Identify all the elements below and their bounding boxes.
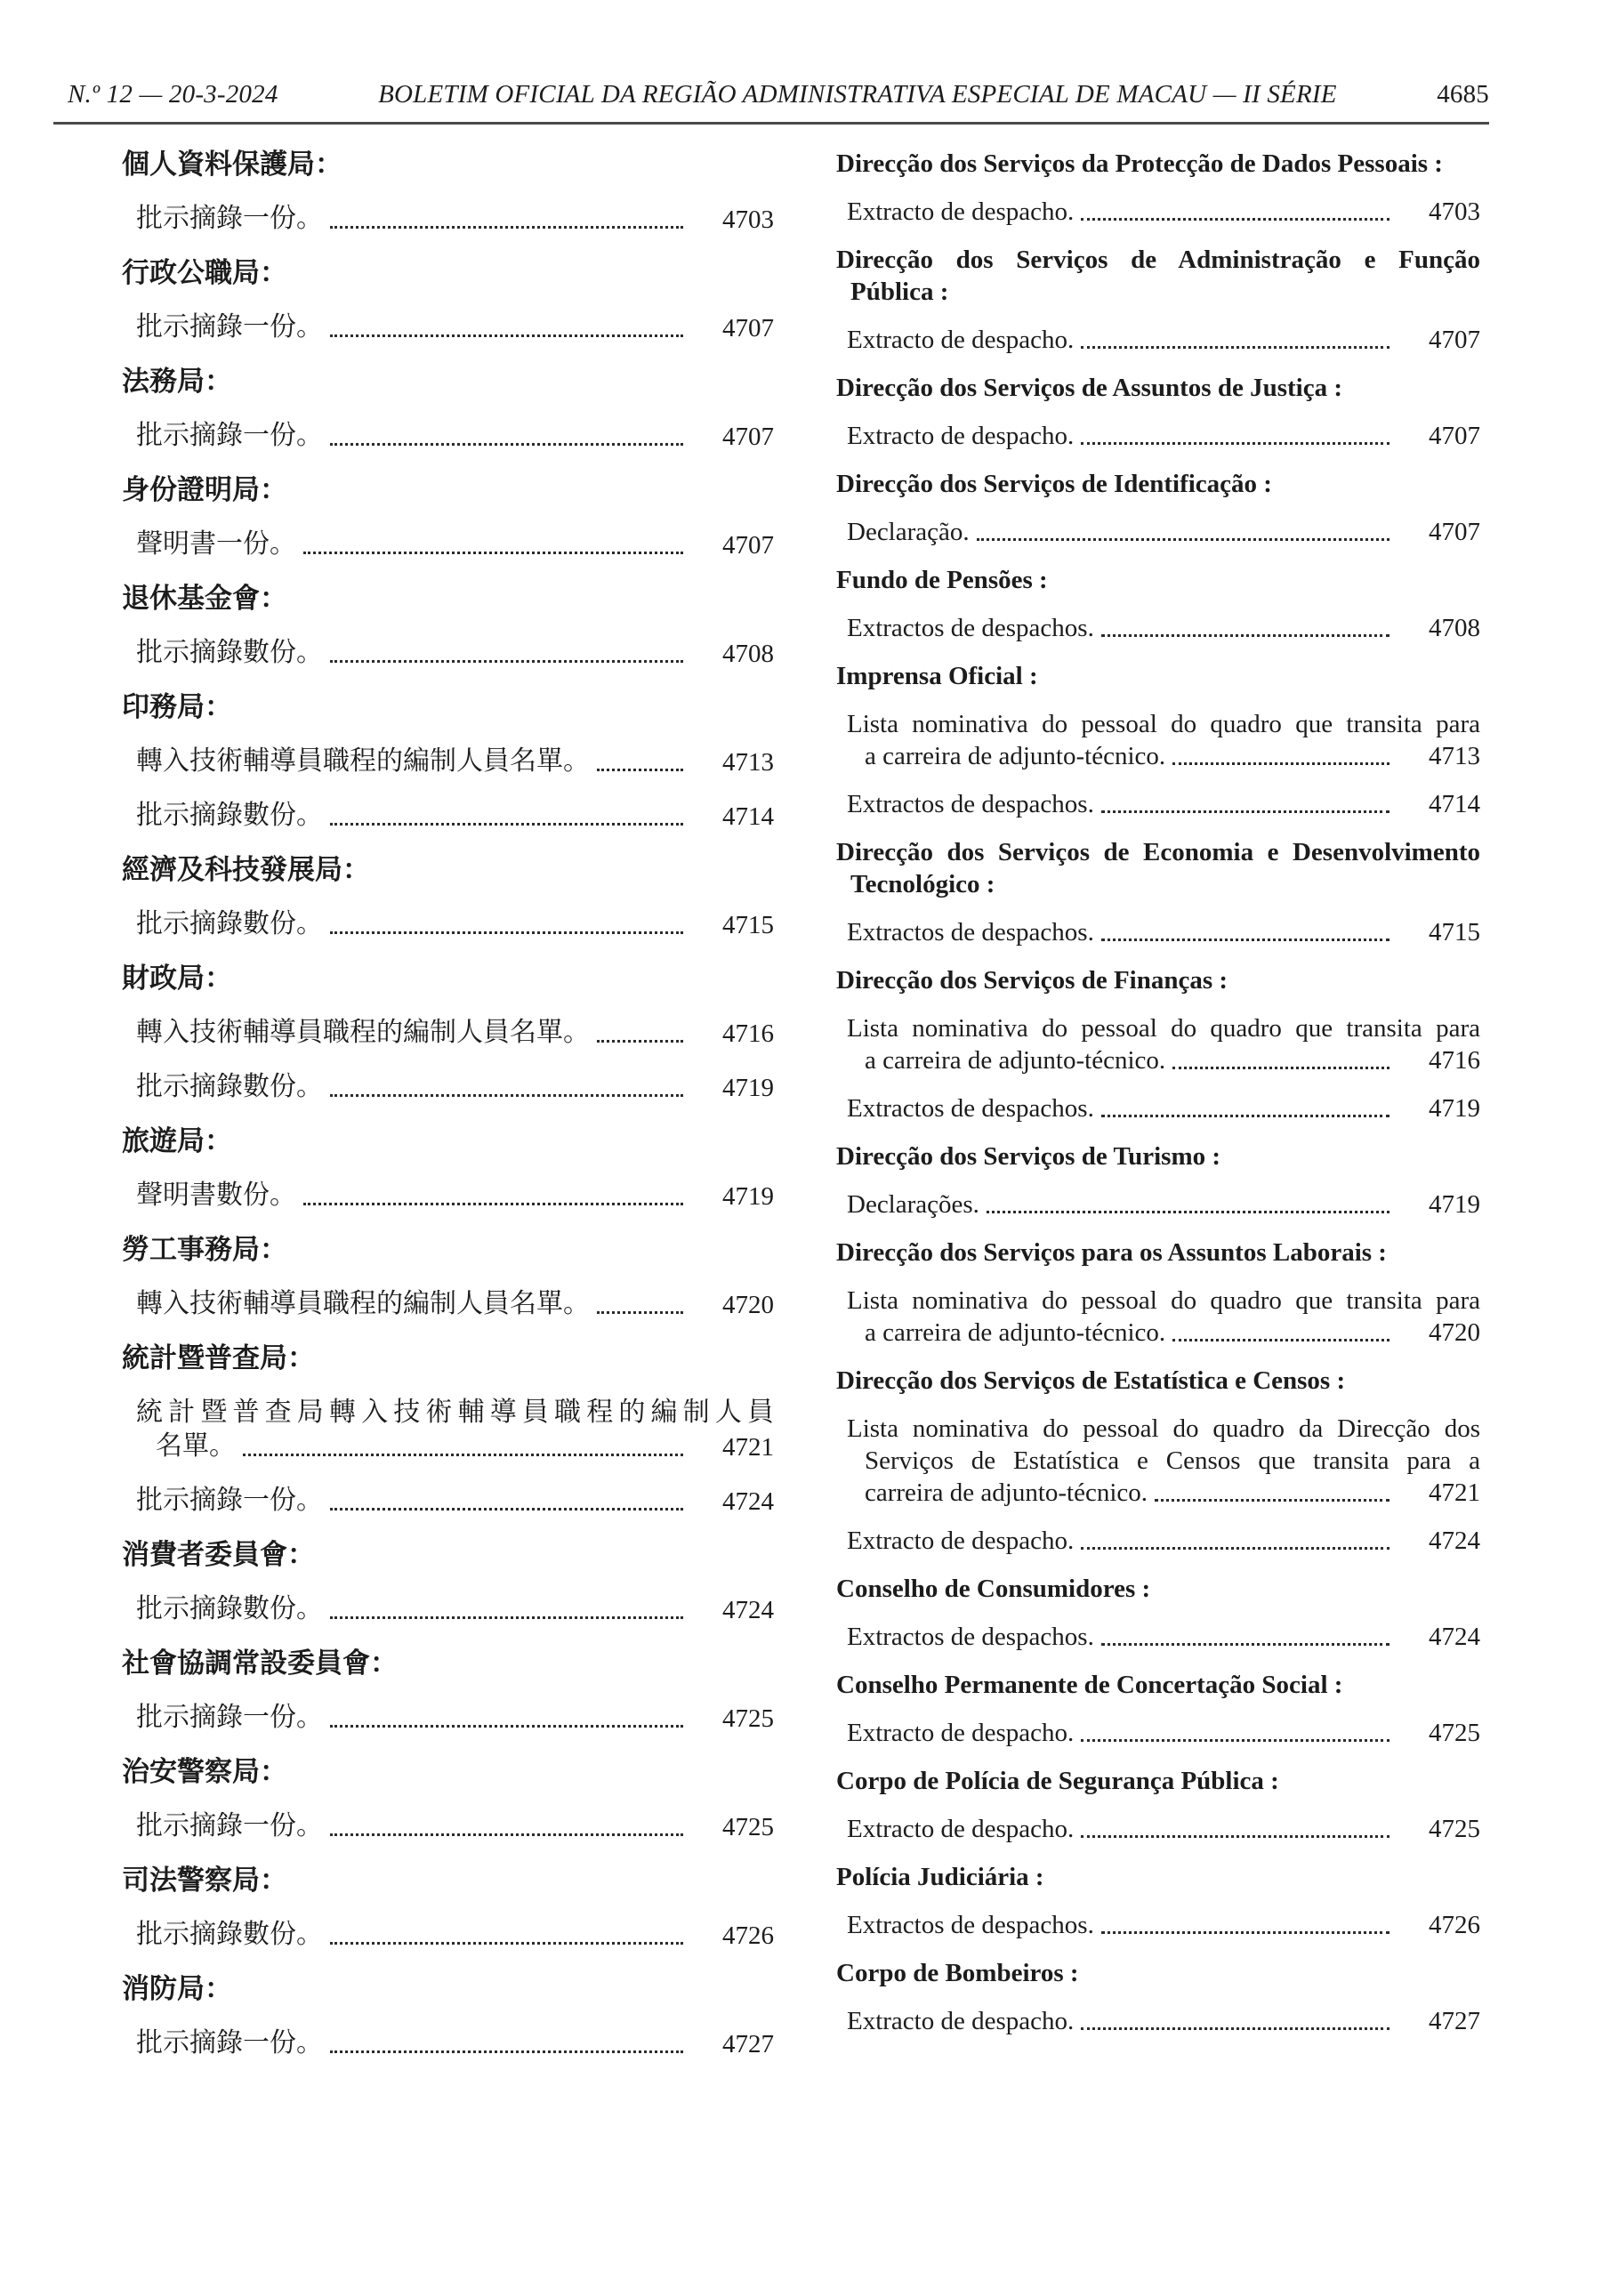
entry-text: 聲明書數份。	[136, 1180, 296, 1210]
dot-leader	[1155, 1499, 1389, 1502]
entry-page-number: 4703	[1429, 197, 1480, 226]
entry-page-number: 4719	[722, 1074, 774, 1102]
header-issue-number: N.º 12 — 20-3-2024	[68, 80, 278, 109]
entry-page-number: 4721	[722, 1433, 774, 1462]
entry-text: Extracto de despacho.	[847, 1719, 1075, 1747]
entry-last-line	[122, 1016, 774, 1050]
entry-text: Extractos de despachos.	[847, 1911, 1094, 1939]
toc-entry	[836, 1413, 1480, 1509]
entry-page-number: 4707	[722, 314, 774, 342]
entry-page-number: 4725	[722, 1704, 774, 1733]
entry-last-line	[122, 202, 774, 236]
section-heading-line: 身份證明局：	[122, 474, 287, 505]
toc-entry	[836, 1285, 1480, 1349]
entry-last-line	[836, 420, 1480, 452]
entry-text: 批示摘錄數份。	[136, 1072, 323, 1101]
entry-page-number: 4713	[1429, 742, 1480, 770]
section-heading-line: Polícia Judiciária :	[836, 1863, 1044, 1891]
section-heading	[836, 1573, 1480, 1605]
entry-last-line	[836, 1525, 1480, 1557]
section-heading	[122, 1341, 774, 1375]
section-heading-line: Corpo de Polícia de Segurança Pública :	[836, 1767, 1279, 1795]
entry-text: 批示摘錄一份。	[136, 2028, 323, 2058]
section-heading	[836, 244, 1480, 308]
section-heading	[836, 836, 1480, 900]
section-heading	[836, 964, 1480, 996]
entry-text: Extracto de despacho.	[847, 422, 1075, 450]
header-rule	[53, 122, 1489, 125]
dot-leader	[1081, 1739, 1389, 1742]
toc-entry	[122, 636, 774, 670]
entry-last-line	[122, 1592, 774, 1626]
entry-text: Extracto de despacho.	[847, 1815, 1075, 1843]
toc-entry	[836, 1621, 1480, 1653]
dot-leader	[597, 1311, 683, 1314]
entry-text: 批示摘錄數份。	[136, 1594, 323, 1623]
entry-page-number: 4724	[722, 1487, 774, 1516]
entry-last-line	[122, 310, 774, 344]
entry-page-number: 4724	[722, 1596, 774, 1624]
toc-entry	[122, 1179, 774, 1212]
entry-last-line	[836, 1717, 1480, 1749]
entry-text: 批示摘錄一份。	[136, 1486, 323, 1515]
dot-leader	[330, 1833, 683, 1836]
toc-entry	[836, 516, 1480, 548]
entry-text: Extracto de despacho.	[847, 1527, 1075, 1555]
entry-text: Extractos de despachos.	[847, 790, 1094, 818]
entry-last-line	[836, 1621, 1480, 1653]
section-heading-line: 經濟及科技發展局：	[122, 854, 370, 885]
entry-page-number: 4715	[1429, 918, 1480, 947]
section-heading-line: 印務局：	[122, 691, 232, 722]
dot-leader	[597, 1040, 683, 1043]
section-heading-line: Direcção dos Serviços para os Assuntos Laborais :	[836, 1238, 1387, 1267]
toc-entry	[836, 916, 1480, 948]
section-heading-line: Direcção dos Serviços de Finanças :	[836, 966, 1228, 995]
section-heading-line: 勞工事務局：	[122, 1234, 287, 1265]
toc-entry	[836, 1188, 1480, 1221]
entry-last-line	[122, 1070, 774, 1104]
section-heading-line: Direcção dos Serviços de Identificação :	[836, 470, 1272, 498]
entry-page-number: 4725	[1429, 1815, 1480, 1843]
entry-last-line	[836, 196, 1480, 228]
entry-page-number: 4724	[1429, 1623, 1480, 1651]
dot-leader	[987, 1211, 1389, 1213]
entry-text: a carreira de adjunto-técnico.	[865, 742, 1166, 770]
entry-text: Declarações.	[847, 1190, 979, 1219]
dot-leader	[1081, 1835, 1389, 1838]
toc-entry	[836, 708, 1480, 772]
entry-last-line	[836, 1813, 1480, 1845]
section-heading-line: Conselho de Consumidores :	[836, 1575, 1151, 1603]
entry-page-number: 4714	[1429, 790, 1480, 818]
entry-last-line	[836, 1317, 1480, 1349]
section-heading-line: 消防局：	[122, 1973, 232, 2004]
entry-last-line	[122, 1287, 774, 1321]
section-heading-line: 法務局：	[122, 366, 232, 397]
entry-last-line	[122, 1430, 774, 1463]
section-heading	[122, 690, 774, 724]
dot-leader	[330, 334, 683, 337]
section-heading-line: Corpo de Bombeiros :	[836, 1959, 1079, 1987]
toc-entry	[122, 799, 774, 833]
entry-last-line	[836, 1092, 1480, 1124]
section-heading-line: 社會協調常設委員會：	[122, 1647, 398, 1679]
entry-text: 轉入技術輔導員職程的編制人員名單。	[136, 1018, 590, 1047]
page-header	[68, 80, 1489, 109]
toc-entry	[122, 1701, 774, 1735]
section-heading	[122, 1233, 774, 1267]
dot-leader	[303, 552, 683, 554]
dot-leader	[597, 769, 683, 771]
entry-last-line	[122, 1484, 774, 1518]
toc-entry	[836, 196, 1480, 228]
entry-text: Extractos de despachos.	[847, 1623, 1094, 1651]
section-heading	[836, 1957, 1480, 1989]
entry-page-number: 4715	[722, 911, 774, 939]
entry-last-line	[836, 788, 1480, 820]
entry-last-line	[122, 528, 774, 561]
toc-entry	[122, 907, 774, 941]
entry-page-number: 4725	[722, 1813, 774, 1841]
entry-last-line	[122, 907, 774, 941]
section-heading	[122, 1972, 774, 2006]
dot-leader	[330, 2050, 683, 2053]
entry-text: 聲明書一份。	[136, 529, 296, 559]
section-heading-line: 財政局：	[122, 963, 232, 994]
entry-text: 名單。	[156, 1431, 236, 1461]
toc-entry	[122, 528, 774, 561]
entry-last-line	[836, 2005, 1480, 2037]
entry-last-line	[122, 745, 774, 778]
section-heading	[122, 1864, 774, 1897]
toc-entry	[122, 1592, 774, 1626]
dot-leader	[330, 1616, 683, 1619]
entry-page-number: 4703	[722, 205, 774, 234]
section-heading	[836, 1237, 1480, 1269]
entry-page-number: 4727	[722, 2030, 774, 2058]
dot-leader	[1081, 2027, 1389, 2030]
section-heading	[122, 1538, 774, 1572]
section-heading-line: Fundo de Pensões :	[836, 566, 1048, 594]
entry-page-number: 4716	[1429, 1046, 1480, 1075]
dot-leader	[1101, 1115, 1389, 1117]
dot-leader	[1172, 1339, 1389, 1341]
entry-text: 批示摘錄數份。	[136, 1920, 323, 1949]
entry-page-number: 4726	[722, 1921, 774, 1950]
section-heading-line: Tecnológico :	[850, 870, 995, 898]
dot-leader	[1081, 346, 1389, 349]
header-page-number: 4685	[1437, 80, 1489, 109]
entry-text: 批示摘錄一份。	[136, 204, 323, 233]
section-heading	[836, 468, 1480, 500]
entry-text: a carreira de adjunto-técnico.	[865, 1046, 1166, 1075]
toc-entry	[836, 1813, 1480, 1845]
dot-leader	[330, 226, 683, 229]
section-heading	[836, 1861, 1480, 1893]
entry-last-line	[836, 612, 1480, 644]
dot-leader	[330, 823, 683, 826]
dot-leader	[330, 443, 683, 446]
toc-entry	[122, 1396, 774, 1463]
toc-column-right	[836, 148, 1480, 2037]
dot-leader	[1101, 810, 1389, 813]
section-heading	[122, 853, 774, 887]
section-heading	[122, 582, 774, 616]
entry-page-number: 4714	[722, 802, 774, 831]
section-heading-line: Direcção dos Serviços de Turismo :	[836, 1142, 1221, 1171]
dot-leader	[243, 1454, 683, 1456]
section-heading	[836, 660, 1480, 692]
section-heading	[836, 372, 1480, 404]
entry-text: Extractos de despachos.	[847, 614, 1094, 642]
entry-last-line	[122, 1809, 774, 1843]
dot-leader	[1172, 1067, 1389, 1069]
entry-page-number: 4708	[1429, 614, 1480, 642]
dot-leader	[1101, 634, 1389, 637]
entry-last-line	[122, 799, 774, 833]
entry-page-number: 4708	[722, 640, 774, 668]
toc-entry	[836, 1909, 1480, 1941]
dot-leader	[330, 1942, 683, 1945]
entry-page-number: 4719	[1429, 1094, 1480, 1123]
section-heading	[122, 473, 774, 507]
toc-entry	[836, 324, 1480, 356]
section-heading	[836, 148, 1480, 180]
entry-text: 批示摘錄數份。	[136, 638, 323, 667]
entry-page-number: 4725	[1429, 1719, 1480, 1747]
entry-page-number: 4726	[1429, 1911, 1480, 1939]
entry-text-line: Lista nominativa do pessoal do quadro que transita para	[847, 710, 1480, 738]
toc-entry	[122, 419, 774, 453]
entry-text: 轉入技術輔導員職程的編制人員名單。	[136, 1289, 590, 1318]
toc-entry	[836, 1717, 1480, 1749]
entry-text: 批示摘錄數份。	[136, 909, 323, 939]
entry-page-number: 4720	[1429, 1318, 1480, 1347]
entry-text-line: Lista nominativa do pessoal do quadro da Direcção dos	[847, 1414, 1480, 1443]
entry-page-number: 4707	[1429, 422, 1480, 450]
entry-page-number: 4727	[1429, 2007, 1480, 2035]
section-heading	[836, 1140, 1480, 1172]
section-heading	[836, 1765, 1480, 1797]
section-heading	[836, 1669, 1480, 1701]
dot-leader	[303, 1203, 683, 1205]
section-heading	[836, 564, 1480, 596]
entry-text: carreira de adjunto-técnico.	[865, 1478, 1148, 1507]
section-heading	[122, 365, 774, 399]
entry-page-number: 4707	[722, 423, 774, 451]
toc-entry	[122, 202, 774, 236]
dot-leader	[1101, 939, 1389, 941]
section-heading	[836, 1365, 1480, 1397]
entry-last-line	[122, 1701, 774, 1735]
toc-entry	[836, 1092, 1480, 1124]
dot-leader	[330, 660, 683, 663]
section-heading-line: 司法警察局：	[122, 1865, 287, 1896]
section-heading	[122, 1124, 774, 1158]
entry-text: Extractos de despachos.	[847, 918, 1094, 947]
section-heading	[122, 962, 774, 995]
dot-leader	[330, 931, 683, 934]
entry-last-line	[836, 1188, 1480, 1221]
entry-text: Extracto de despacho.	[847, 197, 1075, 226]
toc-entry	[122, 1918, 774, 1952]
toc-entry	[836, 420, 1480, 452]
toc-entry	[122, 1016, 774, 1050]
section-heading-line: Direcção dos Serviços de Economia e Desenvolvimento	[836, 838, 1480, 866]
entry-text-line: Serviços de Estatística e Censos que transita para a	[865, 1446, 1480, 1475]
toc-entry	[122, 1287, 774, 1321]
section-heading	[122, 256, 774, 290]
toc-column-left	[122, 148, 774, 2060]
entry-last-line	[122, 636, 774, 670]
dot-leader	[1081, 442, 1389, 445]
toc-entry	[122, 745, 774, 778]
entry-page-number: 4720	[722, 1291, 774, 1319]
toc-entry	[836, 2005, 1480, 2037]
entry-text: 批示摘錄一份。	[136, 1811, 323, 1841]
toc-entry	[122, 310, 774, 344]
entry-last-line	[836, 516, 1480, 548]
entry-page-number: 4721	[1429, 1478, 1480, 1507]
toc-entry	[836, 612, 1480, 644]
entry-text: a carreira de adjunto-técnico.	[865, 1318, 1166, 1347]
section-heading-line: 消費者委員會：	[122, 1539, 315, 1570]
entry-text-line: 統計暨普查局轉入技術輔導員職程的編制人員	[136, 1398, 774, 1427]
section-heading-line: Direcção dos Serviços de Estatística e Censos :	[836, 1366, 1346, 1395]
section-heading-line: 統計暨普查局：	[122, 1342, 315, 1374]
entry-last-line	[836, 740, 1480, 772]
header-title: BOLETIM OFICIAL DA REGIÃO ADMINISTRATIVA ESPECIAL DE MACAU — II SÉRIE	[378, 80, 1337, 109]
section-heading-line: 退休基金會：	[122, 583, 287, 614]
dot-leader	[1101, 1931, 1389, 1934]
toc-entry	[122, 1809, 774, 1843]
entry-text: Extracto de despacho.	[847, 2007, 1075, 2035]
dot-leader	[330, 1725, 683, 1728]
entry-text: Extractos de despachos.	[847, 1094, 1094, 1123]
dot-leader	[1081, 218, 1389, 221]
section-heading-line: Direcção dos Serviços de Assuntos de Justiça :	[836, 374, 1342, 402]
toc-entry	[836, 1012, 1480, 1076]
toc-entry	[122, 1070, 774, 1104]
entry-last-line	[122, 1179, 774, 1212]
section-heading-line: 行政公職局：	[122, 257, 287, 288]
section-heading-line: Imprensa Oficial :	[836, 662, 1038, 690]
section-heading	[122, 1647, 774, 1680]
entry-last-line	[836, 1909, 1480, 1941]
dot-leader	[1172, 762, 1389, 765]
entry-text: Declaração.	[847, 518, 970, 546]
entry-last-line	[836, 1044, 1480, 1076]
entry-text: 批示摘錄一份。	[136, 421, 323, 450]
entry-last-line	[122, 1918, 774, 1952]
section-heading-line: Conselho Permanente de Concertação Social :	[836, 1671, 1343, 1699]
entry-last-line	[122, 2026, 774, 2060]
toc-entry	[122, 1484, 774, 1518]
toc-entry	[122, 2026, 774, 2060]
section-heading-line: 旅遊局：	[122, 1125, 232, 1156]
entry-page-number: 4707	[1429, 326, 1480, 354]
entry-text: 批示摘錄數份。	[136, 801, 323, 830]
entry-text-line: Lista nominativa do pessoal do quadro que transita para	[847, 1286, 1480, 1315]
toc-entry	[836, 788, 1480, 820]
entry-page-number: 4716	[722, 1019, 774, 1048]
entry-text: 轉入技術輔導員職程的編制人員名單。	[136, 746, 590, 776]
entry-page-number: 4719	[1429, 1190, 1480, 1219]
toc-entry	[836, 1525, 1480, 1557]
entry-text: Extracto de despacho.	[847, 326, 1075, 354]
section-heading	[122, 1755, 774, 1789]
entry-last-line	[836, 324, 1480, 356]
entry-page-number: 4707	[1429, 518, 1480, 546]
entry-last-line	[836, 916, 1480, 948]
dot-leader	[1081, 1547, 1389, 1550]
entry-last-line	[836, 1477, 1480, 1509]
entry-text-line: Lista nominativa do pessoal do quadro que transita para	[847, 1014, 1480, 1043]
section-heading-line: Direcção dos Serviços da Protecção de Dados Pessoais :	[836, 149, 1443, 178]
entry-page-number: 4707	[722, 531, 774, 560]
section-heading-line: Direcção dos Serviços de Administração e Função	[836, 246, 1480, 274]
dot-leader	[977, 538, 1389, 541]
section-heading-line: 治安警察局：	[122, 1756, 287, 1787]
entry-text: 批示摘錄一份。	[136, 1703, 323, 1732]
entry-page-number: 4713	[722, 748, 774, 777]
section-heading-line: 個人資料保護局：	[122, 149, 342, 180]
dot-leader	[1101, 1643, 1389, 1646]
entry-page-number: 4719	[722, 1182, 774, 1211]
section-heading-line: Pública :	[850, 278, 949, 306]
dot-leader	[330, 1094, 683, 1097]
section-heading	[122, 148, 774, 181]
entry-text: 批示摘錄一份。	[136, 312, 323, 342]
entry-last-line	[122, 419, 774, 453]
dot-leader	[330, 1508, 683, 1511]
entry-page-number: 4724	[1429, 1527, 1480, 1555]
